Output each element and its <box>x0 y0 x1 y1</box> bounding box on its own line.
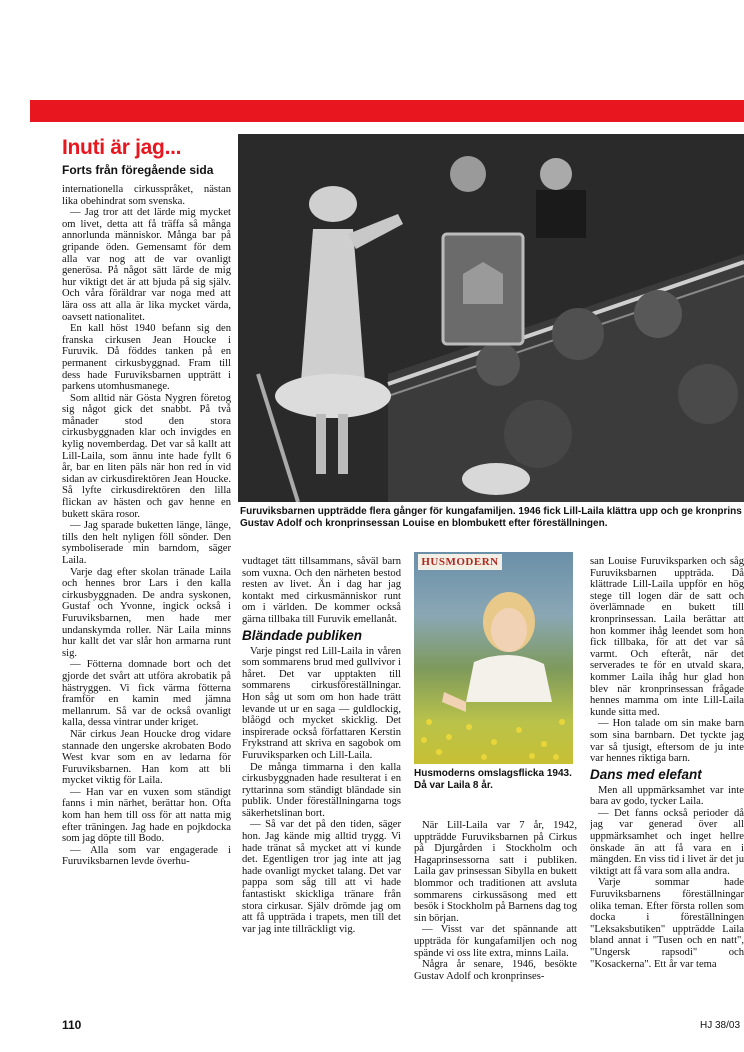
photo-caption: Furuviksbarnen uppträdde flera gånger för kungafamiljen. 1946 fick Lill-Laila klättra upp och ge kronprins Gustav Adolf och kronprinsessan Louise en blombukett efter föreställningen. <box>240 506 742 529</box>
article-column-1 <box>62 184 231 1012</box>
paragraph: När cirkus Jean Houcke drog vidare stannade den ungerske akrobaten Bodo West kvar som en av ledarna för Furuviksbarnen. Han kom att bli mycket viktig för Laila. <box>62 728 231 787</box>
issue-number: HJ 38/03 <box>700 1020 741 1031</box>
paragraph: De många timmarna i den kalla cirkusbyggnaden hade resulterat i en ryttarinna som ständigt bländade sin publik. Under föreställningarna togs säkerhetslinan bort. <box>242 761 401 819</box>
paragraph: Men all uppmärksamhet var inte bara av godo, tycker Laila. <box>590 784 744 808</box>
royal-family-photo <box>238 134 744 502</box>
paragraph: — Visst var det spännande att uppträda för kungafamiljen och nog spände vi oss lite extra, minns Laila. <box>414 924 577 959</box>
section-heading: Dans med elefant <box>590 766 702 782</box>
paragraph: Varje pingst red Lill-Laila in våren som sommarens brud med gullvivor i håret. Det var upptakten till sommarens cirkusföreställningar. Hon såg ut som om hon hade trätt levande ut ur en saga — guldlockig, blåögd och mycket skicklig. Det inspirerade också författaren Kerstin Frykstrand att skriva en sagobok om Furuviksparken och Lill-Laila. <box>242 645 401 761</box>
article-column-4 <box>590 556 744 1012</box>
photo-illustration <box>238 134 744 502</box>
paragraph: san Louise Furuviksparken och såg Furuviksbarnen uppträda. Då klättrade Lill-Laila uppför en hög stege till logen där de satt och överlämnade en bukett till kronprinsessan. Laila berättar att hon kommer ihåg leendet som hon fick tillbaka, för att det var så varmt. Och efteråt, när det serverades te för en utvald skara, kommer Laila ihåg hur glad hon blev när kronprinsessan frågade hennes mamma om inte Lill-Laila kunde sitta med. <box>590 556 744 718</box>
paragraph: internationella cirkusspråket, nästan lika obehindrat som svenska. <box>62 184 231 207</box>
page-number: 110 <box>62 1018 82 1032</box>
paragraph: vudtaget tätt tillsammans, såväl barn som vuxna. Och den närheten bestod resten av livet. Än i dag har jag kontakt med cirkusmänniskor runt om i världen. De kommer också gärna tillbaka till Furuvik emellanåt. <box>242 556 401 625</box>
subheadline: Forts från föregående sida <box>62 163 214 177</box>
article-column-3 <box>414 820 577 1012</box>
paragraph: Varje sommar hade Furuviksbarnens föreställningar olika teman. Efter första rollen som docka i föreställningen "Leksaksbutiken" uppträdde Laila bland annat i "Tusen och en natt", "Ungersk rapsodi" och "Kosackerna". Ett år var tema <box>590 877 744 970</box>
red-header-bar <box>30 100 744 122</box>
paragraph: — Han var en vuxen som ständigt fanns i min närhet, berättar hon. Ofta kom han hem till oss för att natta mig efter träningen. Jag hade en pojkdocka som jag döpte till Bodo. <box>62 786 231 845</box>
paragraph: — Hon talade om sin make barn som sina barnbarn. Det tyckte jag var så tjusigt, eftersom de ju inte var hennes riktiga barn. <box>590 718 744 765</box>
paragraph: — Så var det på den tiden, säger hon. Jag kände mig alltid trygg. Vi hade tränat så mycket att vi kunde det. Egentligen tror jag inte att jag hade ovanligt mycket talang. Det var pappa som såg till att vi hade fantastiskt skickliga tränare från stora cirkusar. Själv drömde jag om att få uppträda i trapets, men till det var jag inte tillräckligt vig. <box>242 819 401 935</box>
headline: Inuti är jag... <box>62 136 182 159</box>
cover-masthead: HUSMODERN <box>418 554 502 570</box>
paragraph: — Alla som var engagerade i Furuviksbarnen levde överhu- <box>62 844 231 868</box>
magazine-cover-photo <box>414 552 573 764</box>
paragraph: — Jag tror att det lärde mig mycket om livet, detta att få träffa så många annorlunda människor. Många bar på gripande öden. Gemensamt för dem alla var nog att de var ovanligt generösa. På något sätt lärde de mig hur viktigt det är att bjuda på sig själv. Och våra föräldrar var noga med att lära oss att alla är lika mycket värda, oavsett nationalitet. <box>62 207 231 323</box>
paragraph: Varje dag efter skolan tränade Laila och hennes bror Lars i den kalla cirkusbyggnaden. De andra syskonen, Gustaf och Yvonne, ingick också i Furuviksbarnen, men hade mer undanskymda roller. När Laila minns hur kallt det var slår hon armarna runt sig. <box>62 566 231 659</box>
paragraph: — Fötterna domnade bort och det gjorde det svårt att utföra akrobatik på hästryggen. Vi fick värma fötterna framför en kamin med jämna mellanrum. Så var de också ovanligt kalla, dessa vintrar under kriget. <box>62 659 231 729</box>
article-column-2 <box>242 556 401 1012</box>
paragraph: — Jag sparade buketten länge, länge, tills den helt nyligen föll sönder. Den symboliserade min barndom, säger Laila. <box>62 520 231 566</box>
cover-illustration <box>414 552 573 764</box>
paragraph: — Det fanns också perioder då jag var generad över all uppmärksamhet och inget hellre önskade än att få vara en i mängden. En viss tid i livet är det ju viktigt att få vara som alla andra. <box>590 807 744 877</box>
paragraph: Som alltid när Gösta Nygren företog sig något gick det snabbt. På två månader stod den stora cirkusbyggnaden klar och invigdes en kylig novemberdag. Det var så kallt att Lill-Laila, som ännu inte hade fyllt 6 år, bar en liten päls när hon red in vid sidan av cirkusdirektören Jean Houcke. Så lyfte cirkusdirektören den lilla flickan av hästen och gav henne en bukett skära rosor. <box>62 392 231 520</box>
paragraph: När Lill-Laila var 7 år, 1942, uppträdde Furuviksbarnen på Cirkus på Djurgården i Stockholm och Hagaprinsessorna satt i publiken. Laila gav prinsessan Sibylla en bukett blommor och traditionen att avsluta sommarens cirkussäsong med ett besök i Stockholm på Barnens dag tog sin början. <box>414 820 577 924</box>
section-heading: Bländade publiken <box>242 627 363 643</box>
cover-caption: Husmoderns omslagsflicka 1943. Då var Laila 8 år. <box>414 768 572 791</box>
paragraph: En kall höst 1940 befann sig den franska cirkusen Jean Houcke i Furuvik. Då föddes tanken på en permanent cirkusbyggnad. Fram till dess hade Furuviksbarnen uppträtt i parkens utomhusmanege. <box>62 323 231 393</box>
paragraph: Några år senare, 1946, besökte Gustav Adolf och kronprinses- <box>414 959 577 982</box>
